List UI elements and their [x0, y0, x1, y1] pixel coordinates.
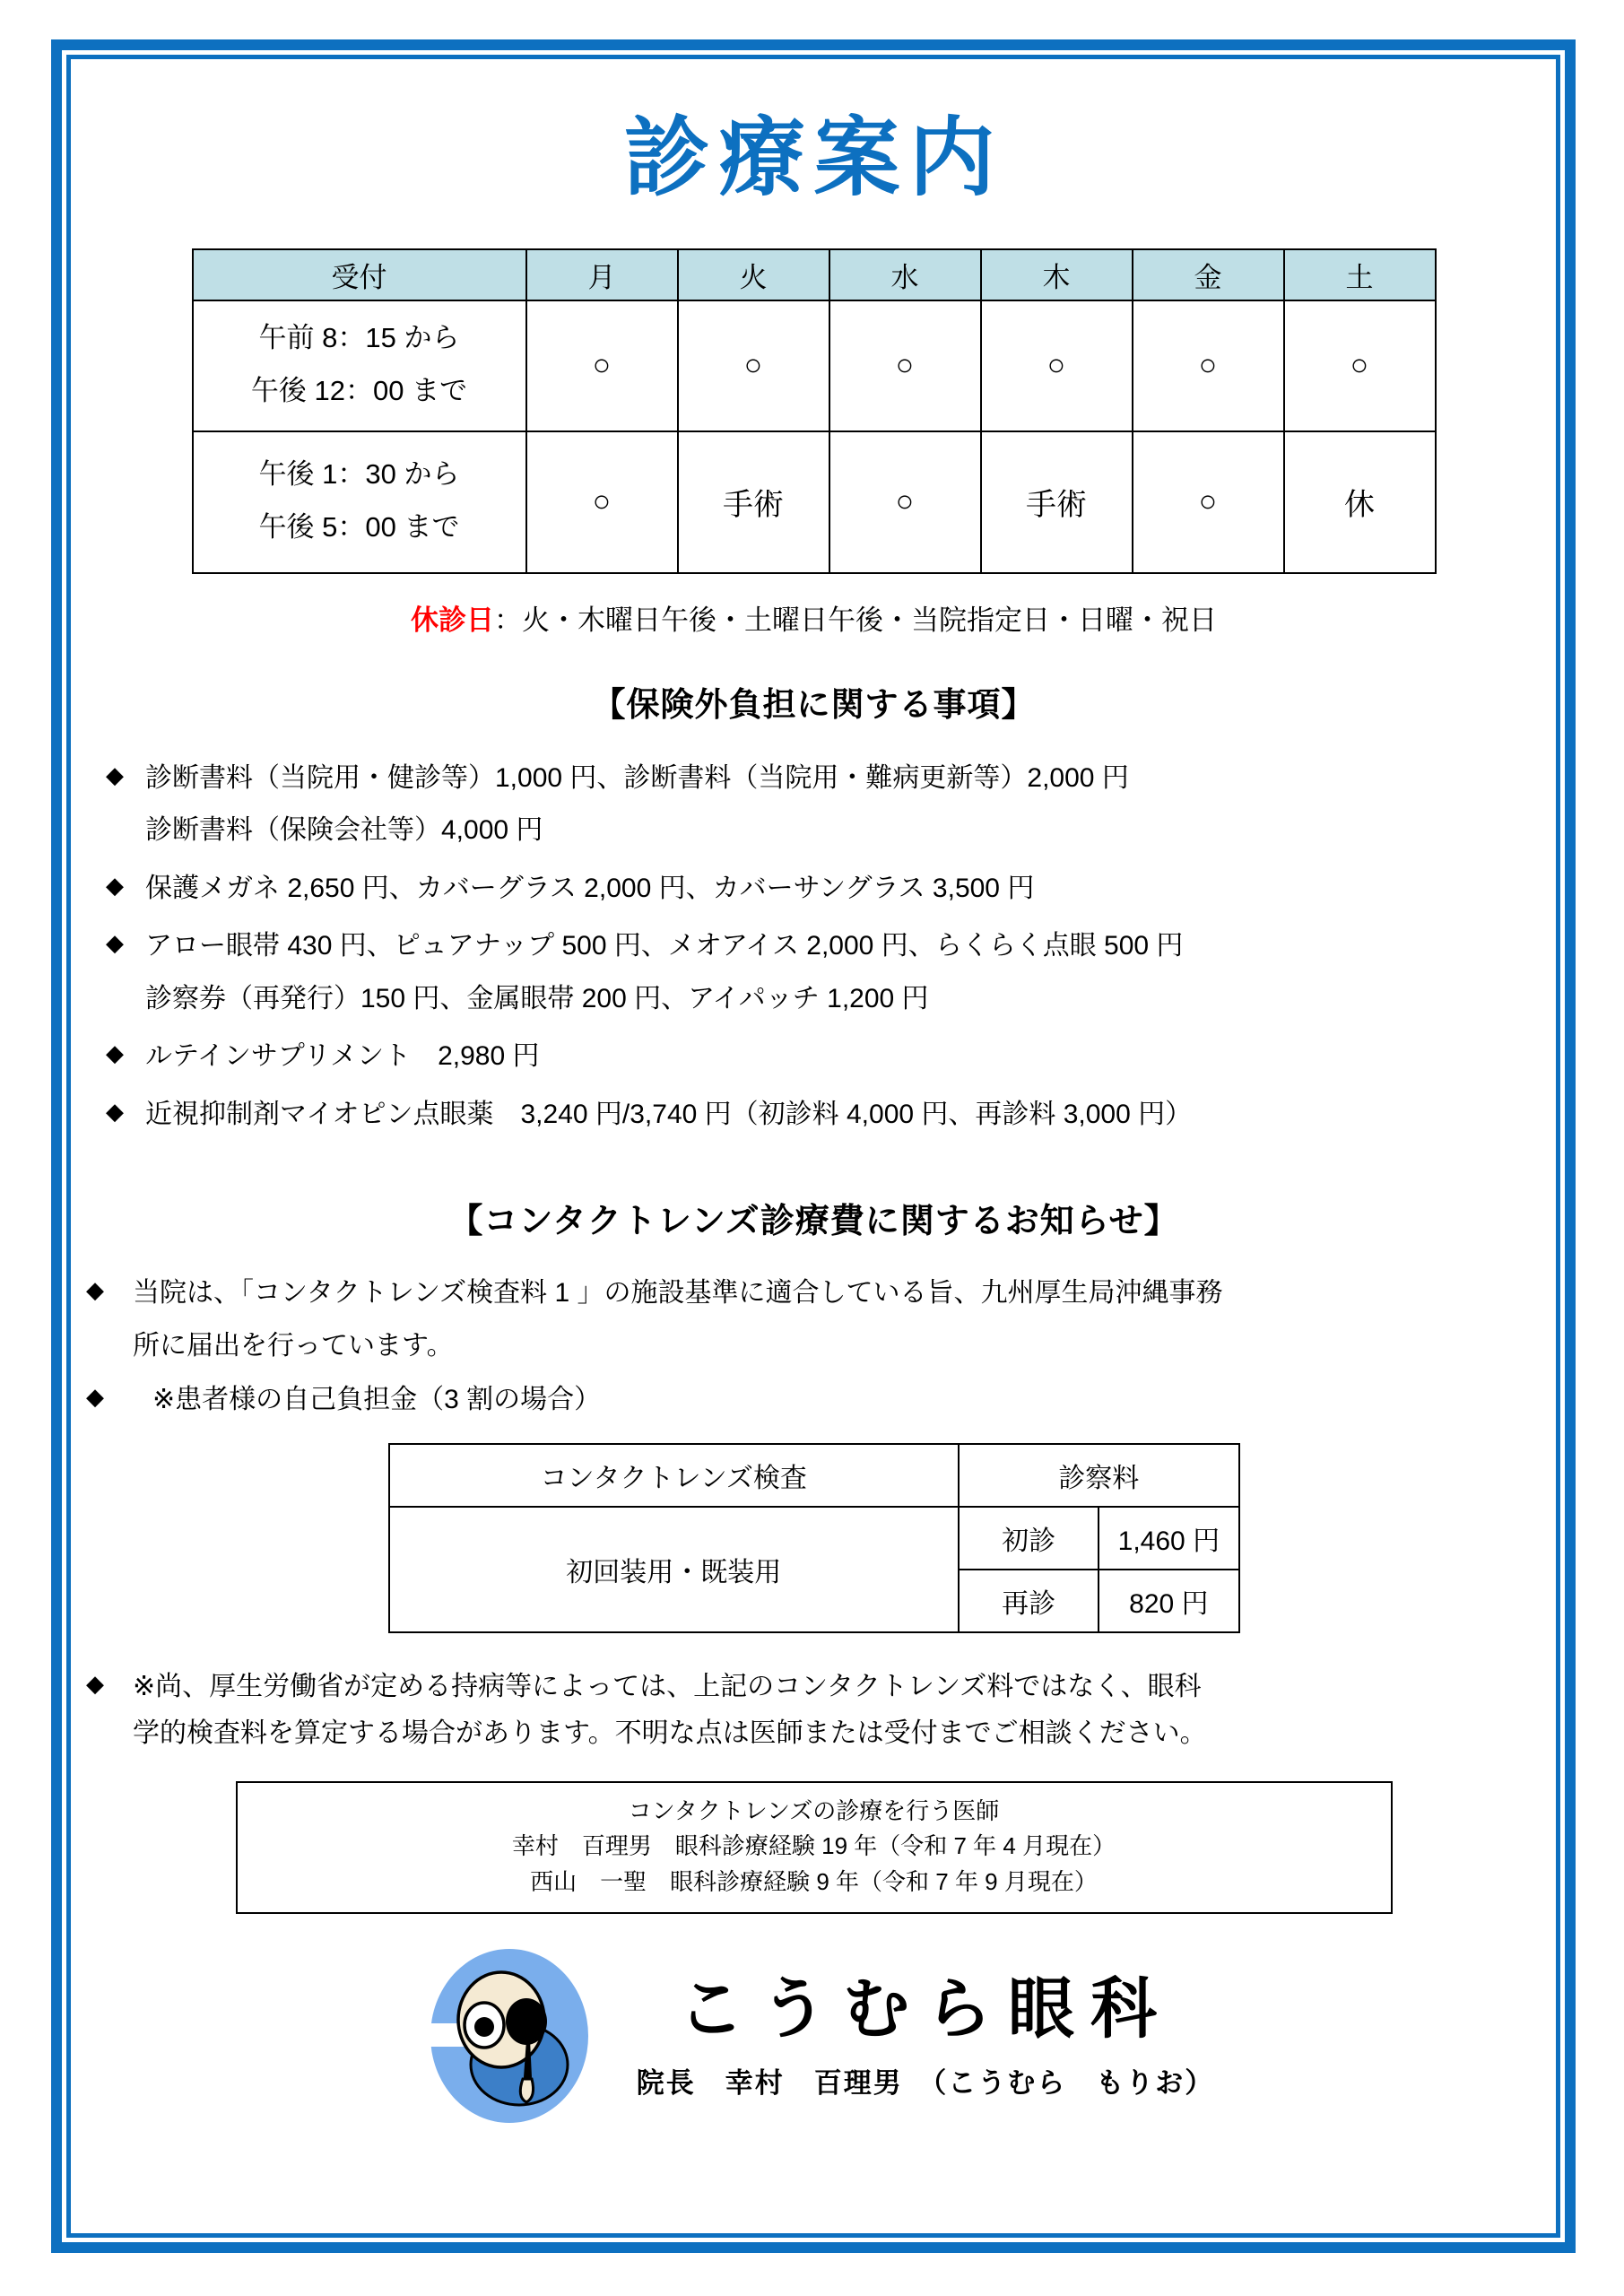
diamond-bullet-icon: ◆: [86, 1669, 104, 1697]
schedule-morning-time: [193, 300, 526, 431]
doctor-box-entry: 幸村 百理男 眼科診療経験 19 年（令和 7 年 4 月現在）: [511, 1832, 1116, 1860]
schedule-afternoon-time-line-1: 午後 1：30 から: [258, 457, 460, 490]
clinic-eye-logo-icon: [413, 1946, 606, 2126]
schedule-afternoon-time-line-2: 午後 5：00 まで: [258, 510, 460, 543]
fee-list: [81, 752, 1547, 1142]
notice-line: 当院は、「コンタクトレンズ検査料 1 」の施設基準に適合している旨、九州厚生局沖縄事務: [133, 1278, 1223, 1309]
closed-days-label: 休診日: [411, 604, 494, 636]
notice-line: ※患者様の自己負担金（3 割の場合）: [152, 1385, 602, 1415]
table-row: [389, 1507, 1239, 1570]
footnote-line: ※尚、厚生労働省が定める持病等によっては、上記のコンタクトレンズ料ではなく、眼科: [133, 1671, 1202, 1701]
schedule-morning-time-line-2: 午後 12：00 まで: [250, 374, 468, 406]
schedule-table: [192, 248, 1437, 574]
schedule-cell-thu-am: ○: [981, 300, 1133, 431]
schedule-cell-wed-am: ○: [829, 300, 981, 431]
cl-table-price-repeat: 820 円: [1099, 1570, 1238, 1632]
out-of-insurance-heading: 【保険外負担に関する事項】: [592, 685, 1036, 723]
diamond-bullet-icon: ◆: [106, 1097, 124, 1125]
schedule-cell-tue-am: ○: [678, 300, 829, 431]
clinic-identity: [637, 1971, 1215, 2100]
schedule-cell-fri-am: ○: [1133, 300, 1284, 431]
diamond-bullet-icon: ◆: [86, 1276, 104, 1304]
contact-lens-fee-table-container: [81, 1443, 1547, 1633]
diamond-bullet-icon: ◆: [106, 871, 124, 899]
list-item: [81, 1664, 1547, 1758]
footnote-line: 学的検査料を算定する場合があります。不明な点は医師または受付までご相談ください。: [133, 1718, 1207, 1749]
schedule-header-tue: 火: [678, 249, 829, 300]
list-item: [81, 752, 1547, 857]
contact-lens-footnote-list: [81, 1664, 1547, 1758]
list-item: [81, 1031, 1547, 1083]
list-item: [81, 1374, 1547, 1427]
schedule-row-afternoon: [193, 431, 1436, 573]
fee-line: アロー眼帯 430 円、ピュアナップ 500 円、メオアイス 2,000 円、らくらく点眼 500 円: [145, 931, 1184, 961]
doctor-info-box: [236, 1781, 1393, 1915]
diamond-bullet-icon: ◆: [106, 761, 124, 788]
schedule-table-container: [81, 248, 1547, 574]
schedule-cell-thu-pm: 手術: [981, 431, 1133, 573]
poster-content: [81, 70, 1547, 2224]
schedule-header-sat: 土: [1284, 249, 1436, 300]
fee-line: ルテインサプリメント 2,980 円: [145, 1041, 540, 1072]
schedule-header-wed: 水: [829, 249, 981, 300]
list-item: [81, 863, 1547, 916]
list-item: [81, 920, 1547, 1025]
list-item: [81, 1267, 1547, 1372]
schedule-cell-tue-pm: 手術: [678, 431, 829, 573]
cl-table-visit-repeat: 再診: [959, 1570, 1099, 1632]
fee-line: 診断書料（保険会社等）4,000 円: [145, 815, 543, 846]
schedule-row-morning: [193, 300, 1436, 431]
footer: [81, 1946, 1547, 2126]
contact-lens-fee-table: [388, 1443, 1240, 1633]
cl-table-visit-first: 初診: [959, 1507, 1099, 1570]
schedule-cell-fri-pm: ○: [1133, 431, 1284, 573]
cl-table-row-label: 初回装用・既装用: [389, 1507, 960, 1632]
schedule-header-fri: 金: [1133, 249, 1284, 300]
schedule-header-thu: 木: [981, 249, 1133, 300]
doctor-box-entry: 西山 一聖 眼科診療経験 9 年（令和 7 年 9 月現在）: [530, 1867, 1098, 1895]
schedule-header-reception: 受付: [193, 249, 526, 300]
diamond-bullet-icon: ◆: [106, 1039, 124, 1067]
notice-line: 所に届出を行っています。: [133, 1330, 454, 1361]
cl-table-price-first: 1,460 円: [1099, 1507, 1238, 1570]
diamond-bullet-icon: ◆: [86, 1383, 104, 1411]
closed-days-text: ：火・木曜日午後・土曜日午後・当院指定日・日曜・祝日: [494, 604, 1217, 636]
clinic-director: 院長 幸村 百理男 （こうむら もりお）: [636, 2067, 1215, 2100]
doctor-box-title: コンタクトレンズの診療を行う医師: [628, 1796, 1000, 1824]
clinic-name: こうむら眼科: [678, 1970, 1173, 2048]
contact-lens-notice-list: [81, 1267, 1547, 1427]
schedule-cell-sat-am: ○: [1284, 300, 1436, 431]
cl-table-header-exam: コンタクトレンズ検査: [389, 1444, 960, 1507]
schedule-cell-sat-pm: 休: [1284, 431, 1436, 573]
fee-line: 近視抑制剤マイオピン点眼薬 3,240 円/3,740 円（初診料 4,000 円、再診料 3,000 円）: [145, 1099, 1193, 1129]
schedule-cell-wed-pm: ○: [829, 431, 981, 573]
contact-lens-heading: 【コンタクトレンズ診療費に関するお知らせ】: [448, 1203, 1179, 1241]
schedule-header-mon: 月: [526, 249, 678, 300]
page-title: 診療案内: [623, 108, 1004, 208]
doctor-info-box-container: [81, 1781, 1547, 1915]
fee-line: 診断書料（当院用・健診等）1,000 円、診断書料（当院用・難病更新等）2,000 円: [145, 762, 1129, 793]
fee-line: 保護メガネ 2,650 円、カバーグラス 2,000 円、カバーサングラス 3,500 円: [145, 873, 1035, 903]
schedule-cell-mon-am: ○: [526, 300, 678, 431]
diamond-bullet-icon: ◆: [106, 929, 124, 957]
table-row: [389, 1444, 1239, 1507]
schedule-header-row: [193, 249, 1436, 300]
list-item: [81, 1089, 1547, 1142]
schedule-afternoon-time: [193, 431, 526, 573]
closed-days-line: [81, 597, 1547, 638]
cl-table-header-consult: 診察料: [959, 1444, 1238, 1507]
schedule-cell-mon-pm: ○: [526, 431, 678, 573]
fee-line: 診察券（再発行）150 円、金属眼帯 200 円、アイパッチ 1,200 円: [145, 983, 929, 1013]
schedule-morning-time-line-1: 午前 8：15 から: [258, 321, 460, 353]
